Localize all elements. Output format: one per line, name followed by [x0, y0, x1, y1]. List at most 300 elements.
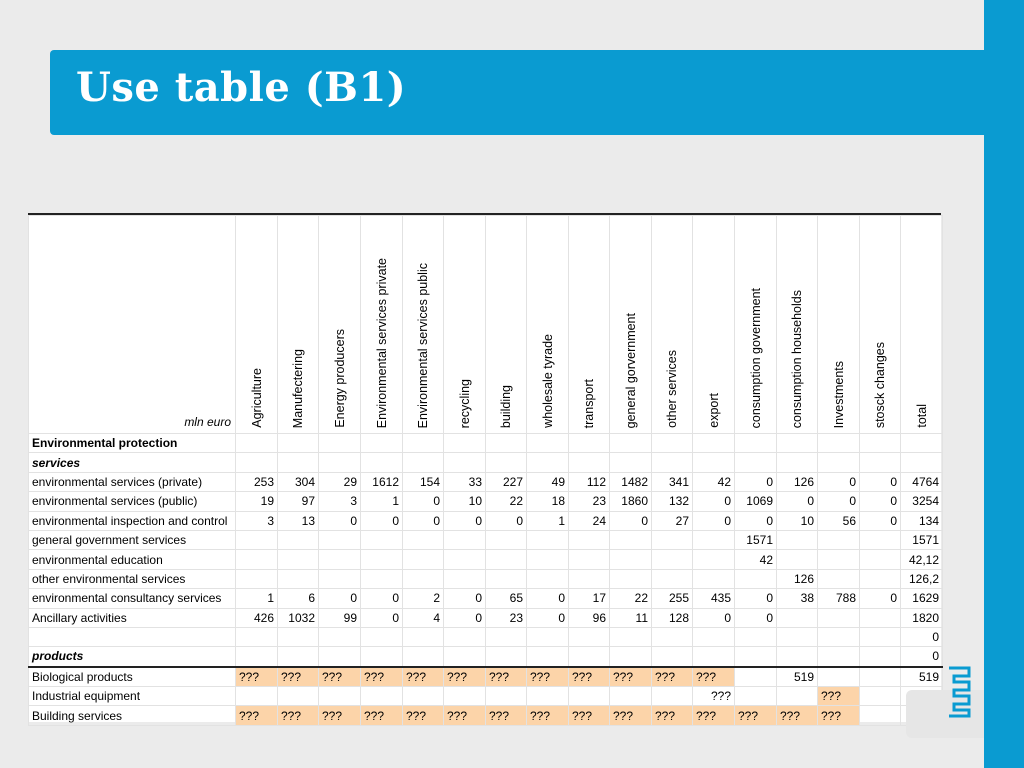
- table-cell: [652, 627, 693, 646]
- column-header-label: consumption government: [748, 287, 763, 428]
- table-cell: [735, 687, 777, 706]
- table-row: [29, 687, 943, 706]
- table-cell: 126: [777, 569, 818, 588]
- table-cell: 788: [818, 589, 860, 608]
- table-cell: 519: [777, 667, 818, 687]
- column-header-label: total: [914, 404, 929, 428]
- table-cell: 0: [403, 492, 444, 511]
- title-banner: [50, 50, 984, 135]
- table-cell: ???: [777, 706, 818, 725]
- table-cell: 0: [444, 608, 486, 627]
- table-cell: 1571: [735, 530, 777, 549]
- table-cell: 1: [236, 589, 278, 608]
- row-label: Environmental protection: [29, 434, 236, 453]
- table-cell: [486, 550, 527, 569]
- table-cell: [693, 530, 735, 549]
- table-cell: ???: [818, 706, 860, 725]
- table-cell: 126: [777, 472, 818, 491]
- table-cell: [693, 550, 735, 569]
- table-row: [29, 511, 943, 530]
- table-cell: 99: [319, 608, 361, 627]
- table-cell: 10: [777, 511, 818, 530]
- table-cell: [777, 608, 818, 627]
- table-cell: 56: [818, 511, 860, 530]
- table-cell: [735, 667, 777, 687]
- unit-label: mln euro: [29, 216, 236, 434]
- table-cell: ???: [527, 706, 569, 725]
- table-cell: 0: [527, 589, 569, 608]
- table-cell: 227: [486, 472, 527, 491]
- table-cell: [527, 687, 569, 706]
- table-cell: 0: [361, 608, 403, 627]
- table-cell: 27: [652, 511, 693, 530]
- table-cell: 29: [319, 472, 361, 491]
- table-cell: [236, 434, 278, 453]
- table-cell: ???: [319, 706, 361, 725]
- table-cell: [486, 453, 527, 472]
- table-cell: [652, 453, 693, 472]
- table-cell: [610, 687, 652, 706]
- table-cell: [860, 647, 901, 667]
- table-cell: [527, 627, 569, 646]
- table-cell: 126,2: [901, 569, 943, 588]
- table-cell: 0: [486, 511, 527, 530]
- table-cell: [610, 530, 652, 549]
- table-cell: [569, 434, 610, 453]
- row-label: Building services: [29, 706, 236, 725]
- table-cell: [860, 627, 901, 646]
- table-cell: 0: [777, 492, 818, 511]
- table-cell: 0: [860, 589, 901, 608]
- table-cell: [860, 608, 901, 627]
- table-cell: 0: [693, 608, 735, 627]
- column-header-label: export: [706, 393, 721, 428]
- table-cell: [735, 647, 777, 667]
- table-cell: 3254: [901, 492, 943, 511]
- table-cell: [278, 569, 319, 588]
- row-label: environmental education: [29, 550, 236, 569]
- table-cell: 341: [652, 472, 693, 491]
- table-cell: 0: [860, 472, 901, 491]
- table-cell: 23: [486, 608, 527, 627]
- table-cell: 0: [901, 627, 943, 646]
- table-cell: [527, 434, 569, 453]
- table-cell: [735, 569, 777, 588]
- table-cell: [486, 434, 527, 453]
- table-cell: 0: [735, 608, 777, 627]
- table-row: [29, 627, 943, 646]
- column-header: [361, 216, 403, 434]
- right-accent-bar: [984, 0, 1024, 768]
- table-cell: 435: [693, 589, 735, 608]
- table-cell: [361, 434, 403, 453]
- column-header-label: other services: [665, 350, 679, 428]
- table-cell: [486, 627, 527, 646]
- table-cell: [652, 530, 693, 549]
- column-header-row: [29, 216, 943, 434]
- table-row: [29, 472, 943, 491]
- table-cell: [236, 627, 278, 646]
- table-cell: [319, 687, 361, 706]
- table-row: [29, 492, 943, 511]
- table-cell: [236, 687, 278, 706]
- column-header-label: building: [499, 384, 513, 428]
- table-cell: 0: [860, 492, 901, 511]
- table-cell: ???: [361, 667, 403, 687]
- table-cell: [444, 687, 486, 706]
- column-header: [403, 216, 444, 434]
- table-cell: [818, 647, 860, 667]
- table-cell: 0: [361, 589, 403, 608]
- table-cell: 19: [236, 492, 278, 511]
- table-cell: 10: [444, 492, 486, 511]
- row-label: environmental services (private): [29, 472, 236, 491]
- table-cell: [777, 647, 818, 667]
- table-cell: [860, 569, 901, 588]
- table-cell: ???: [403, 667, 444, 687]
- table-cell: [569, 530, 610, 549]
- table-cell: [486, 687, 527, 706]
- table-cell: [236, 569, 278, 588]
- column-header: [486, 216, 527, 434]
- table-cell: [444, 550, 486, 569]
- table-cell: [403, 453, 444, 472]
- row-label: Industrial equipment: [29, 687, 236, 706]
- column-header-label: general gorvernment: [623, 312, 638, 428]
- table-cell: [777, 530, 818, 549]
- table-cell: 1612: [361, 472, 403, 491]
- table-cell: 13: [278, 511, 319, 530]
- table-cell: 0: [444, 589, 486, 608]
- table-cell: ???: [652, 706, 693, 725]
- column-header: [860, 216, 901, 434]
- table-cell: [319, 569, 361, 588]
- table-cell: [610, 647, 652, 667]
- row-label: services: [29, 453, 236, 472]
- table-cell: [444, 453, 486, 472]
- table-cell: 33: [444, 472, 486, 491]
- table-cell: 96: [569, 608, 610, 627]
- table-cell: [777, 627, 818, 646]
- table-cell: [361, 687, 403, 706]
- row-label: Ancillary activities: [29, 608, 236, 627]
- row-label: environmental services (public): [29, 492, 236, 511]
- table-cell: 0: [361, 511, 403, 530]
- table-cell: ???: [693, 706, 735, 725]
- row-label: Biological products: [29, 667, 236, 687]
- table-cell: [278, 550, 319, 569]
- table-cell: 3: [319, 492, 361, 511]
- table-cell: [486, 647, 527, 667]
- table-cell: ???: [569, 706, 610, 725]
- table-cell: [319, 550, 361, 569]
- table-cell: [652, 569, 693, 588]
- table-cell: ???: [278, 667, 319, 687]
- table-cell: [486, 530, 527, 549]
- table-cell: ???: [444, 706, 486, 725]
- table-cell: 0: [735, 472, 777, 491]
- table-row: [29, 706, 943, 725]
- row-label: environmental inspection and control: [29, 511, 236, 530]
- table-cell: [527, 530, 569, 549]
- table-cell: [278, 627, 319, 646]
- table-cell: ???: [319, 667, 361, 687]
- table-row: [29, 550, 943, 569]
- table-cell: [278, 434, 319, 453]
- column-header: [444, 216, 486, 434]
- table-cell: ???: [693, 667, 735, 687]
- table-cell: [444, 647, 486, 667]
- column-header: [610, 216, 652, 434]
- table-cell: [860, 530, 901, 549]
- table-cell: [569, 569, 610, 588]
- column-header: [278, 216, 319, 434]
- row-label: [29, 627, 236, 646]
- table-cell: [444, 530, 486, 549]
- table-row: [29, 434, 943, 453]
- table-cell: [569, 647, 610, 667]
- table-cell: [319, 627, 361, 646]
- column-header-label: Investments: [831, 360, 846, 428]
- table-cell: [818, 530, 860, 549]
- table-cell: [777, 550, 818, 569]
- table-cell: [403, 434, 444, 453]
- organization-logo-icon: [946, 664, 972, 720]
- table-cell: 22: [486, 492, 527, 511]
- table-cell: 0: [403, 511, 444, 530]
- table-cell: 0: [818, 472, 860, 491]
- table-cell: [278, 647, 319, 667]
- table-cell: [319, 434, 361, 453]
- column-header: [319, 216, 361, 434]
- table-cell: [361, 453, 403, 472]
- column-header-label: transport: [582, 378, 596, 428]
- table-cell: [818, 569, 860, 588]
- table-cell: [278, 453, 319, 472]
- table-cell: [818, 608, 860, 627]
- table-cell: [278, 530, 319, 549]
- table-row: [29, 530, 943, 549]
- table-cell: 22: [610, 589, 652, 608]
- table-cell: [818, 453, 860, 472]
- table-cell: 128: [652, 608, 693, 627]
- table-cell: [610, 569, 652, 588]
- table-cell: 65: [486, 589, 527, 608]
- column-header: [693, 216, 735, 434]
- table-cell: [403, 627, 444, 646]
- table-cell: [444, 434, 486, 453]
- column-header: [236, 216, 278, 434]
- table-cell: [693, 434, 735, 453]
- table-cell: [860, 453, 901, 472]
- table-row: [29, 569, 943, 588]
- table-cell: ???: [444, 667, 486, 687]
- table-cell: ???: [735, 706, 777, 725]
- slide-title: Use table (B1): [76, 64, 407, 111]
- table-cell: [236, 453, 278, 472]
- table-row: [29, 647, 943, 667]
- table-cell: ???: [569, 667, 610, 687]
- table-cell: [860, 687, 901, 706]
- table-cell: 1820: [901, 608, 943, 627]
- column-header: [777, 216, 818, 434]
- table-cell: ???: [236, 667, 278, 687]
- column-header-label: Agriculture: [249, 368, 264, 428]
- table-cell: [486, 569, 527, 588]
- table-cell: [569, 453, 610, 472]
- table-cell: 304: [278, 472, 319, 491]
- table-cell: ???: [693, 687, 735, 706]
- table-cell: 1: [527, 511, 569, 530]
- table-cell: ???: [486, 706, 527, 725]
- table-cell: ???: [236, 706, 278, 725]
- table-cell: [361, 569, 403, 588]
- table-cell: 18: [527, 492, 569, 511]
- table-cell: ???: [818, 687, 860, 706]
- table-cell: [693, 627, 735, 646]
- column-header: [735, 216, 777, 434]
- table-cell: [735, 434, 777, 453]
- table-cell: 38: [777, 589, 818, 608]
- table-row: [29, 667, 943, 687]
- column-header-label: Environmental services private: [374, 257, 389, 428]
- table-cell: [610, 550, 652, 569]
- table-cell: [569, 687, 610, 706]
- table-cell: [818, 667, 860, 687]
- table-cell: 0: [444, 511, 486, 530]
- table-cell: [319, 647, 361, 667]
- table-cell: [860, 434, 901, 453]
- table-cell: 154: [403, 472, 444, 491]
- column-header-label: Manufectering: [291, 348, 305, 428]
- table-cell: [569, 550, 610, 569]
- table-cell: [403, 687, 444, 706]
- table-cell: [735, 627, 777, 646]
- table-cell: 253: [236, 472, 278, 491]
- table-cell: [527, 453, 569, 472]
- table-cell: [361, 550, 403, 569]
- table-cell: 0: [735, 589, 777, 608]
- table-cell: 42: [735, 550, 777, 569]
- table-cell: [860, 550, 901, 569]
- table-row: [29, 608, 943, 627]
- table-cell: 1: [361, 492, 403, 511]
- column-header: [901, 216, 943, 434]
- table-cell: [693, 647, 735, 667]
- table-cell: 519: [901, 667, 943, 687]
- table-cell: 0: [319, 589, 361, 608]
- table-cell: 1860: [610, 492, 652, 511]
- table-cell: [319, 530, 361, 549]
- table-cell: [361, 530, 403, 549]
- row-label: environmental consultancy services: [29, 589, 236, 608]
- table-cell: 49: [527, 472, 569, 491]
- table-cell: 1629: [901, 589, 943, 608]
- table-cell: 3: [236, 511, 278, 530]
- column-header: [527, 216, 569, 434]
- table-cell: [278, 687, 319, 706]
- table-cell: 1069: [735, 492, 777, 511]
- table-cell: 24: [569, 511, 610, 530]
- table-cell: [860, 706, 901, 725]
- column-header: [818, 216, 860, 434]
- table-cell: [236, 550, 278, 569]
- table-cell: 112: [569, 472, 610, 491]
- table-cell: [860, 667, 901, 687]
- table-cell: 0: [735, 511, 777, 530]
- table-cell: [527, 550, 569, 569]
- column-header-label: Environmental services public: [416, 262, 430, 428]
- table-cell: ???: [403, 706, 444, 725]
- table-cell: 0: [610, 511, 652, 530]
- table-cell: 2: [403, 589, 444, 608]
- table-cell: [610, 453, 652, 472]
- table-cell: [361, 627, 403, 646]
- table-cell: ???: [361, 706, 403, 725]
- row-label: general government services: [29, 530, 236, 549]
- table-cell: 0: [527, 608, 569, 627]
- table-cell: 1482: [610, 472, 652, 491]
- table-cell: [777, 687, 818, 706]
- table-cell: ???: [278, 706, 319, 725]
- table-cell: [444, 569, 486, 588]
- table-row: [29, 589, 943, 608]
- table-row: [29, 453, 943, 472]
- table-cell: [319, 453, 361, 472]
- table-cell: 1032: [278, 608, 319, 627]
- table-cell: ???: [527, 667, 569, 687]
- table-cell: [652, 434, 693, 453]
- table-cell: [901, 453, 943, 472]
- table-cell: 0: [901, 647, 943, 667]
- table-cell: [361, 647, 403, 667]
- table-cell: [693, 569, 735, 588]
- table-cell: 23: [569, 492, 610, 511]
- table-cell: [236, 647, 278, 667]
- table-cell: 6: [278, 589, 319, 608]
- table-cell: 0: [319, 511, 361, 530]
- table-cell: [652, 550, 693, 569]
- table-cell: [236, 530, 278, 549]
- table-cell: [652, 687, 693, 706]
- column-header: [569, 216, 610, 434]
- table-cell: [569, 627, 610, 646]
- table-cell: [444, 627, 486, 646]
- table-cell: [527, 569, 569, 588]
- table-cell: 97: [278, 492, 319, 511]
- table-cell: 17: [569, 589, 610, 608]
- table-cell: 0: [693, 492, 735, 511]
- column-header-label: wholesale tyrade: [540, 334, 555, 428]
- row-label: products: [29, 647, 236, 667]
- table-cell: [527, 647, 569, 667]
- column-header: [652, 216, 693, 434]
- table-cell: [610, 434, 652, 453]
- table-cell: 134: [901, 511, 943, 530]
- table-cell: ???: [610, 667, 652, 687]
- table-cell: 426: [236, 608, 278, 627]
- table-cell: [403, 569, 444, 588]
- table-cell: [693, 453, 735, 472]
- table-cell: [777, 434, 818, 453]
- table-cell: 132: [652, 492, 693, 511]
- table-cell: ???: [652, 667, 693, 687]
- table-cell: 42,12: [901, 550, 943, 569]
- table-cell: [403, 647, 444, 667]
- table-cell: ???: [486, 667, 527, 687]
- table-cell: 4764: [901, 472, 943, 491]
- table-cell: [818, 434, 860, 453]
